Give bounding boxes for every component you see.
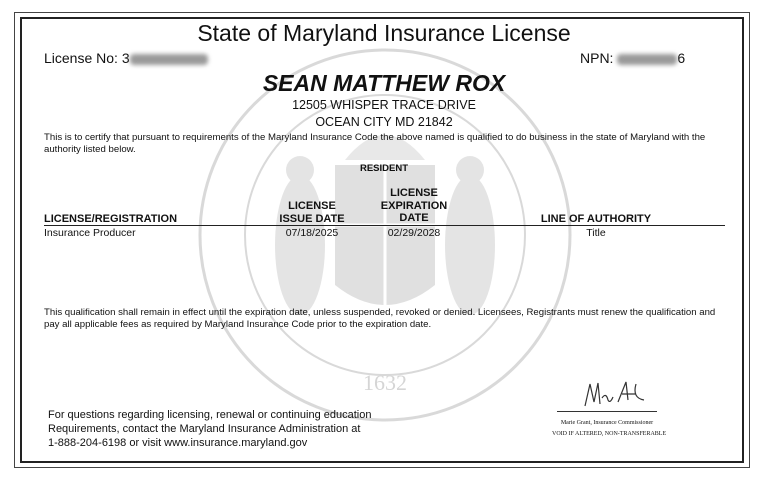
npn-label: NPN:: [580, 50, 614, 66]
redacted-license-number: [130, 54, 208, 65]
redacted-npn: [617, 54, 677, 65]
licensee-address-line1: 12505 WHISPER TRACE DRIVE: [292, 98, 476, 112]
signature-line: [557, 411, 657, 412]
signer-title: Marie Grant, Insurance Commissioner: [560, 420, 654, 426]
void-notice: VOID IF ALTERED, NON-TRANSFERABLE: [552, 431, 667, 437]
license-no-value: 3: [121, 50, 130, 66]
header-expiration-date: LICENSE EXPIRATION DATE: [380, 187, 448, 224]
certificate-title: State of Maryland Insurance License: [197, 20, 571, 46]
footer-line3: 1-888-204-6198 or visit www.insurance.maryland.gov: [48, 437, 308, 449]
certification-statement: This is to certify that pursuant to requirements of the Maryland Insurance Code the above named is qualified to do business in the state of Maryland with the authority listed below.: [44, 132, 706, 155]
licensee-name: SEAN MATTHEW ROX: [262, 70, 506, 96]
row-line-of-authority: Title: [586, 227, 606, 239]
row-expiration-date: 02/29/2028: [387, 227, 441, 239]
residency-status: RESIDENT: [359, 163, 409, 174]
contact-footer: [48, 408, 371, 450]
qualification-statement: This qualification shall remain in effect until the expiration date, unless suspended, revoked or denied. Licensees, Registrants must renew the qualification and pay all applicable fees as required by Maryland Insurance Code prior to the expiration date.: [44, 307, 716, 330]
row-issue-date: 07/18/2025: [285, 227, 339, 239]
row-license-type: Insurance Producer: [44, 227, 136, 239]
header-issue-date: LICENSE ISSUE DATE: [279, 200, 345, 225]
licensee-address-line2: OCEAN CITY MD 21842: [315, 115, 453, 129]
license-number: [44, 50, 208, 66]
header-license-registration: LICENSE/REGISTRATION: [44, 213, 178, 225]
npn-value: 6: [677, 50, 686, 66]
commissioner-signature: [580, 378, 660, 410]
npn-number: [580, 50, 685, 66]
footer-line2: Requirements, contact the Maryland Insurance Administration at: [48, 423, 361, 435]
footer-line1: For questions regarding licensing, renewal or continuing education: [48, 409, 372, 421]
header-line-of-authority: LINE OF AUTHORITY: [540, 213, 652, 225]
table-header-rule: [44, 225, 725, 226]
license-no-label: License No:: [44, 50, 118, 66]
seal-year: 1632: [363, 370, 407, 395]
